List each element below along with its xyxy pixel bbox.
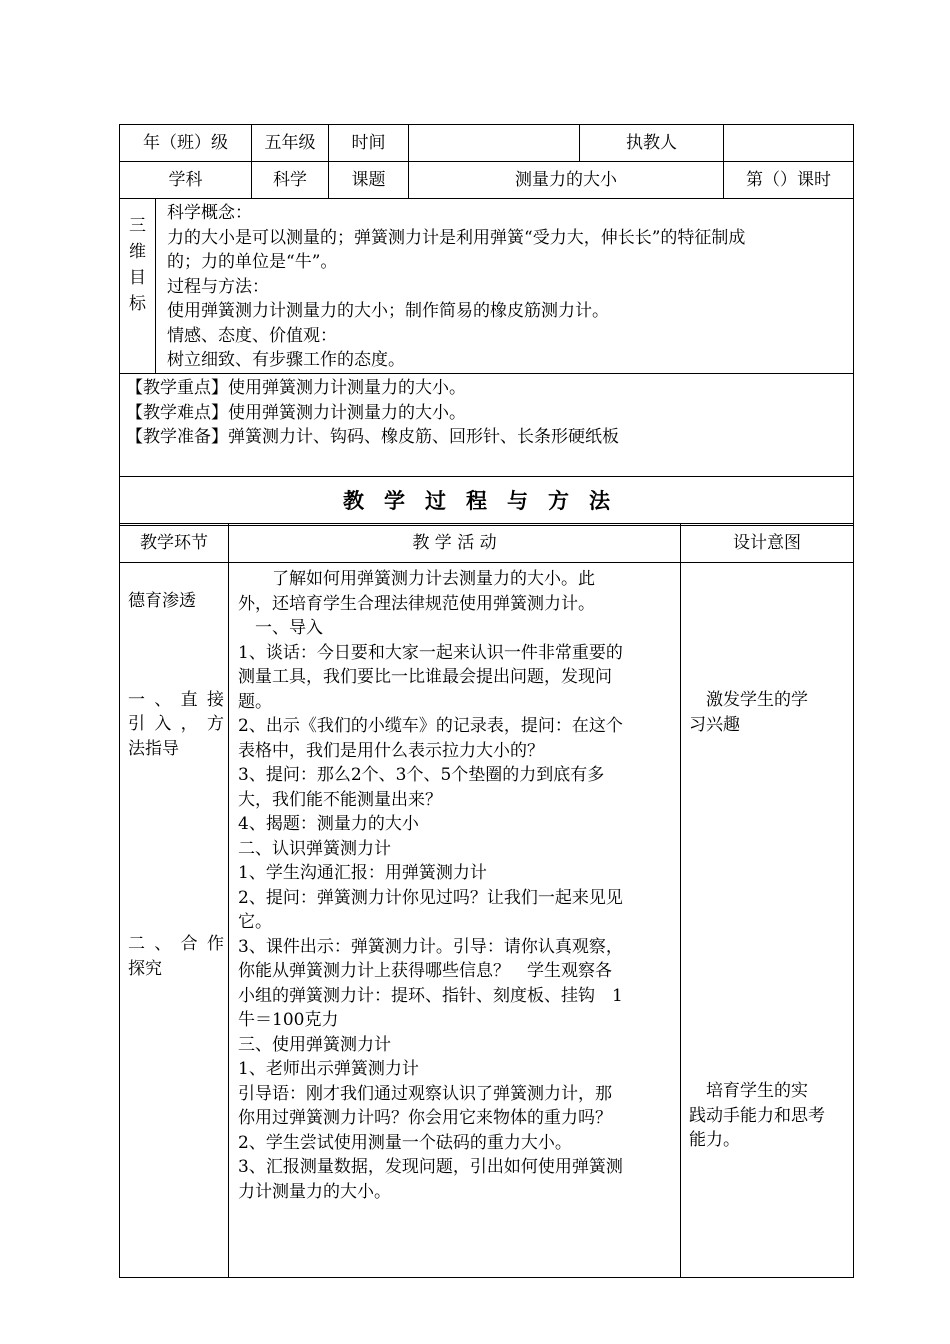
activity-line: 力计测量力的大小。 — [238, 1181, 391, 1202]
stage-moral: 德育渗透 — [128, 591, 196, 611]
topic-label: 课题 — [329, 162, 409, 199]
grade-value: 五年级 — [252, 125, 329, 162]
activity-line: 牛＝100克力 — [238, 1010, 339, 1030]
activity-line: 2、提问：弹簧测力计你见过吗？让我们一起来见见 — [238, 887, 623, 908]
activity-line: 你能从弹簧测力计上获得哪些信息？ 学生观察各 — [238, 961, 612, 981]
teacher-value — [724, 125, 854, 162]
activity-line: 你用过弹簧测力计吗？你会用它来物体的重力吗？ — [238, 1108, 612, 1128]
activity-line: 它。 — [238, 912, 272, 932]
stage-1-line: 法指导 — [128, 738, 179, 759]
process-body-row — [120, 563, 854, 1278]
stage-1-line: 引入，方 — [128, 714, 224, 734]
goals-label-char: 维 — [129, 242, 146, 262]
activity-line: 引导语：刚才我们通过观察认识了弹簧测力计，那 — [238, 1083, 612, 1104]
stage-column-header: 教学环节 — [120, 524, 229, 563]
period-value: 第（）课时 — [724, 162, 854, 199]
topic-value: 测量力的大小 — [409, 162, 724, 199]
activity-line: 1、学生沟通汇报：用弹簧测力计 — [238, 863, 487, 883]
intent-1-line: 激发学生的学 — [689, 690, 808, 710]
stage-2-line: 探究 — [128, 958, 162, 979]
key-point: 【教学重点】使用弹簧测力计测量力的大小。 — [126, 378, 466, 398]
goals-label-char: 标 — [129, 294, 146, 314]
lesson-info-table — [119, 124, 854, 526]
goals-line: 过程与方法： — [167, 276, 269, 297]
intent-2-line: 培育学生的实 — [689, 1081, 808, 1101]
activity-line: 一、导入 — [238, 618, 323, 638]
intent-1-line: 习兴趣 — [689, 714, 740, 735]
activity-line: 2、出示《我们的小缆车》的记录表，提问：在这个 — [238, 716, 623, 736]
activity-line: 表格中，我们是用什么表示拉力大小的？ — [238, 740, 544, 761]
activity-column-header: 教 学 活 动 — [229, 524, 681, 563]
time-label: 时间 — [329, 125, 409, 162]
goals-section — [120, 199, 853, 373]
activity-line: 3、提问：那么2个、3个、5个垫圈的力到底有多 — [238, 765, 605, 785]
activity-line: 2、学生尝试使用测量一个砝码的重力大小。 — [238, 1132, 572, 1153]
activity-line: 1、老师出示弹簧测力计 — [238, 1059, 419, 1079]
goals-line: 力的大小是可以测量的；弹簧测力计是利用弹簧“受力大，伸长长”的特征制成 — [167, 227, 746, 248]
activity-line: 大，我们能不能测量出来？ — [238, 789, 442, 810]
process-title-row — [120, 477, 854, 526]
subject-value: 科学 — [252, 162, 329, 199]
stage-column — [120, 563, 229, 1278]
time-value — [409, 125, 580, 162]
process-title: 教学过程与方法 — [120, 477, 854, 526]
activity-line: 小组的弹簧测力计：提环、指针、刻度板、挂钩 1 — [238, 985, 623, 1006]
activity-line: 3、课件出示：弹簧测力计。引导：请你认真观察， — [238, 936, 623, 957]
info-row-1 — [120, 125, 854, 162]
intent-2-line: 践动手能力和思考 — [689, 1105, 825, 1126]
goals-line: 的；力的单位是“牛”。 — [167, 252, 338, 272]
activity-line: 1、谈话：今日要和大家一起来认识一件非常重要的 — [238, 642, 623, 663]
activity-line: 二、认识弹簧测力计 — [238, 838, 391, 859]
goals-line: 使用弹簧测力计测量力的大小；制作简易的橡皮筋测力计。 — [167, 301, 609, 321]
activity-column — [229, 563, 681, 1278]
subject-label: 学科 — [120, 162, 252, 199]
stage-1-line: 一、直接 — [128, 689, 224, 710]
process-header-row — [120, 524, 854, 563]
process-table — [119, 523, 854, 1278]
activity-line: 测量工具，我们要比一比谁最会提出问题，发现问 — [238, 667, 612, 687]
goals-label-char: 三 — [129, 216, 146, 236]
grade-label: 年（班）级 — [120, 125, 252, 162]
stage-2-line: 二、合作 — [128, 934, 224, 954]
goals-label-char: 目 — [129, 268, 146, 288]
goals-line: 科学概念： — [167, 203, 252, 223]
preparation: 【教学准备】弹簧测力计、钩码、橡皮筋、回形针、长条形硬纸板 — [126, 427, 619, 447]
intent-column — [681, 563, 854, 1278]
activity-line: 题。 — [238, 691, 272, 712]
info-row-2 — [120, 162, 854, 199]
focus-row — [120, 374, 854, 477]
activity-line: 3、汇报测量数据，发现问题，引出如何使用弹簧测 — [238, 1157, 623, 1177]
intent-column-header: 设计意图 — [681, 524, 854, 563]
activity-line: 三、使用弹簧测力计 — [238, 1034, 391, 1055]
difficult-point: 【教学难点】使用弹簧测力计测量力的大小。 — [126, 402, 466, 423]
goals-line: 情感、态度、价值观： — [167, 325, 337, 346]
activity-line: 4、揭题：测量力的大小 — [238, 814, 419, 834]
focus-section — [120, 374, 854, 477]
activity-line: 外，还培育学生合理法律规范使用弹簧测力计。 — [238, 593, 595, 614]
intent-2-line: 能力。 — [689, 1130, 740, 1150]
teacher-label: 执教人 — [580, 125, 724, 162]
goals-label — [120, 199, 156, 373]
goals-row — [120, 199, 854, 374]
goals-line: 树立细致、有步骤工作的态度。 — [167, 350, 405, 370]
activity-line: 了解如何用弹簧测力计去测量力的大小。此 — [238, 569, 595, 589]
goals-text — [156, 199, 853, 373]
